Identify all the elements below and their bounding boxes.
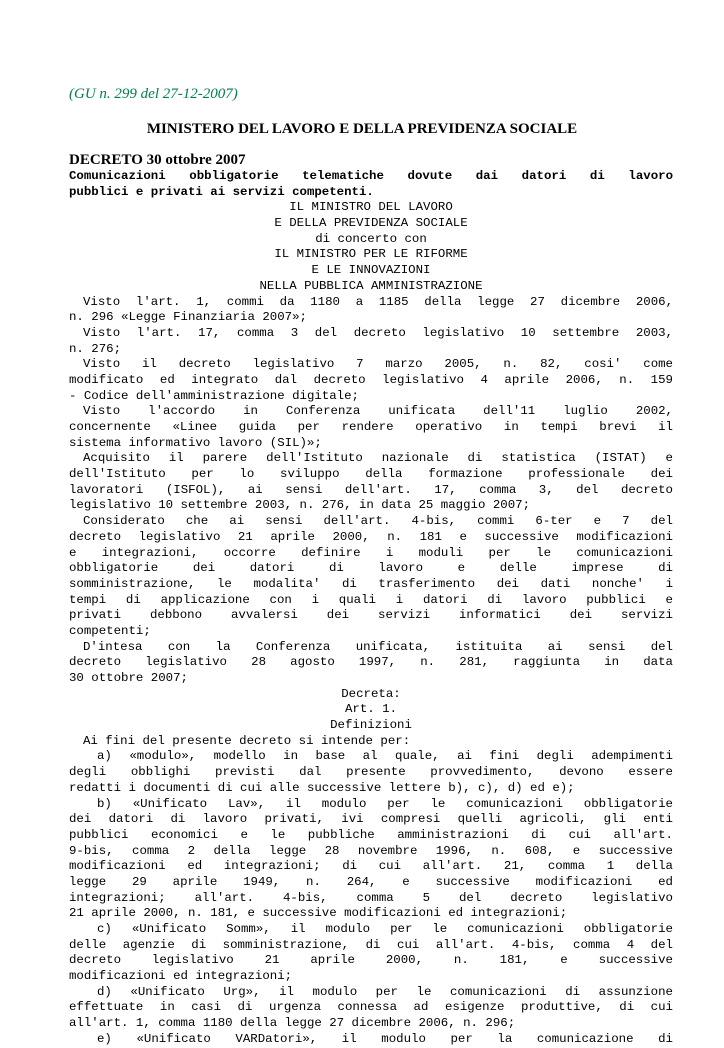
premise-line: decreto legislativo 28 agosto 1997, n. 281, raggiunta in data <box>69 655 673 670</box>
premise-line: Acquisito il parere dell'Istituto nazionale di statistica (ISTAT) e <box>83 451 673 466</box>
premise-line: concernente «Linee guida per rendere operativo in tempi brevi il <box>69 420 673 434</box>
premise-line: tempi di applicazione con i quali i datori di lavoro pubblici e <box>69 592 673 607</box>
premise-line: n. 296 «Legge Finanziaria 2007»; <box>69 310 307 325</box>
article-line: all'art. 1, comma 1180 della legge 27 dicembre 2006, n. 296; <box>69 1016 516 1031</box>
intro-line: E DELLA PREVIDENZA SOCIALE <box>274 216 468 231</box>
article-title: Definizioni <box>330 718 412 733</box>
premise-line: obbligatorie dei datori di lavoro e delle imprese di <box>69 561 673 576</box>
article-line: e) «Unificato VARDatori», il modulo per la comunicazione di <box>97 1031 673 1046</box>
article-line: 9-bis, comma 2 della legge 28 novembre 1996, n. 608, e successive <box>69 843 673 858</box>
premise-line: modificato ed integrato dal decreto legislativo 4 aprile 2006, n. 159 <box>69 372 673 387</box>
article-line: c) «Unificato Somm», il modulo per le comunicazioni obbligatorie <box>97 922 673 936</box>
premise-line: legislativo 10 settembre 2003, n. 276, in data 25 maggio 2007; <box>69 498 531 513</box>
premise-line: Visto l'art. 17, comma 3 del decreto legislativo 10 settembre 2003, <box>83 325 673 340</box>
article-line: b) «Unificato Lav», il modulo per le comunicazioni obbligatorie <box>97 796 673 811</box>
subject-line: pubblici e privati ai servizi competenti. <box>69 184 374 199</box>
article-line: legge 29 aprile 1949, n. 264, e successive modificazioni ed <box>69 874 673 889</box>
article-number: Art. 1. <box>344 702 398 717</box>
intro-line: di concerto con <box>315 231 427 246</box>
premise-line: e integrazioni, occorre definire i moduli per le comunicazioni <box>69 545 673 560</box>
article-line: effettuate in casi di urgenza connessa ad esigenze produttive, di cui <box>69 1000 673 1015</box>
premise-line: Visto l'accordo in Conferenza unificata dell'11 luglio 2002, <box>83 404 673 419</box>
article-line: degli obblighi previsti dal presente provvedimento, devono essere <box>69 765 673 780</box>
premise-line: somministrazione, le modalita' di trasferimento dei dati nonche' i <box>69 576 673 591</box>
premise-line: - Codice dell'amministrazione digitale; <box>69 388 359 403</box>
intro-line: IL MINISTRO DEL LAVORO <box>289 200 453 215</box>
ministry-heading: MINISTERO DEL LAVORO E DELLA PREVIDENZA SOCIALE <box>146 121 578 137</box>
premise-line: lavoratori (ISFOL), ai sensi dell'art. 17, comma 3, del decreto <box>69 482 673 497</box>
article-line: redatti i documenti di cui alle successive lettere b), c), d) ed e); <box>69 780 575 795</box>
premise-line: decreto legislativo 21 aprile 2000, n. 181 e successive modificazioni <box>69 529 673 544</box>
article-line: dei datori di lavoro privati, ivi compresi quelli agricoli, gli enti <box>69 812 673 827</box>
article-line: 21 aprile 2000, n. 181, e successive modificazioni ed integrazioni; <box>69 906 568 921</box>
article-line: modificazioni ed integrazioni; <box>69 969 293 984</box>
premise-line: competenti; <box>69 623 151 638</box>
premise-line: Visto il decreto legislativo 7 marzo 2005, n. 82, cosi' come <box>83 357 673 372</box>
decreta-heading: Decreta: <box>341 686 401 701</box>
article-line: a) «modulo», modello in base al quale, ai fini degli adempimenti <box>97 749 673 764</box>
intro-line: NELLA PUBBLICA AMMINISTRAZIONE <box>259 278 483 293</box>
premise-line: Visto l'art. 1, commi da 1180 a 1185 della legge 27 dicembre 2006, <box>83 294 673 309</box>
article-line: pubblici economici e le pubbliche amministrazioni di cui all'art. <box>69 827 673 842</box>
article-line: Ai fini del presente decreto si intende per: <box>83 733 411 748</box>
premise-line: 30 ottobre 2007; <box>69 671 188 685</box>
premise-line: dell'Istituto per lo sviluppo della formazione professionale dei <box>69 467 673 482</box>
article-line: integrazioni; all'art. 4-bis, comma 5 del decreto legislativo <box>69 890 673 905</box>
premise-line: privati debbono avvalersi dei servizi informatici dei servizi <box>69 608 673 623</box>
premise-line: Considerato che ai sensi dell'art. 4-bis, commi 6-ter e 7 del <box>83 514 673 529</box>
premise-line: sistema informativo lavoro (SIL)»; <box>69 435 322 450</box>
article-line: d) «Unificato Urg», il modulo per le comunicazioni di assunzione <box>97 984 673 999</box>
gazzetta-reference: (GU n. 299 del 27-12-2007) <box>69 86 238 102</box>
article-line: modificazioni ed integrazioni; di cui all'art. 21, comma 1 della <box>69 859 673 874</box>
article-line: delle agenzie di somministrazione, di cui all'art. 4-bis, comma 4 del <box>69 937 673 952</box>
premise-line: D'intesa con la Conferenza unificata, istituita ai sensi del <box>83 639 673 654</box>
subject-line: Comunicazioni obbligatorie telematiche dovute dai datori di lavoro <box>69 169 673 183</box>
intro-line: IL MINISTRO PER LE RIFORME <box>274 247 468 262</box>
intro-line: E LE INNOVAZIONI <box>311 263 431 278</box>
decree-body <box>69 169 673 1048</box>
premise-line: n. 276; <box>69 341 122 356</box>
article-line: decreto legislativo 21 aprile 2000, n. 181, e successive <box>69 953 673 968</box>
decree-title: DECRETO 30 ottobre 2007 <box>69 152 246 168</box>
